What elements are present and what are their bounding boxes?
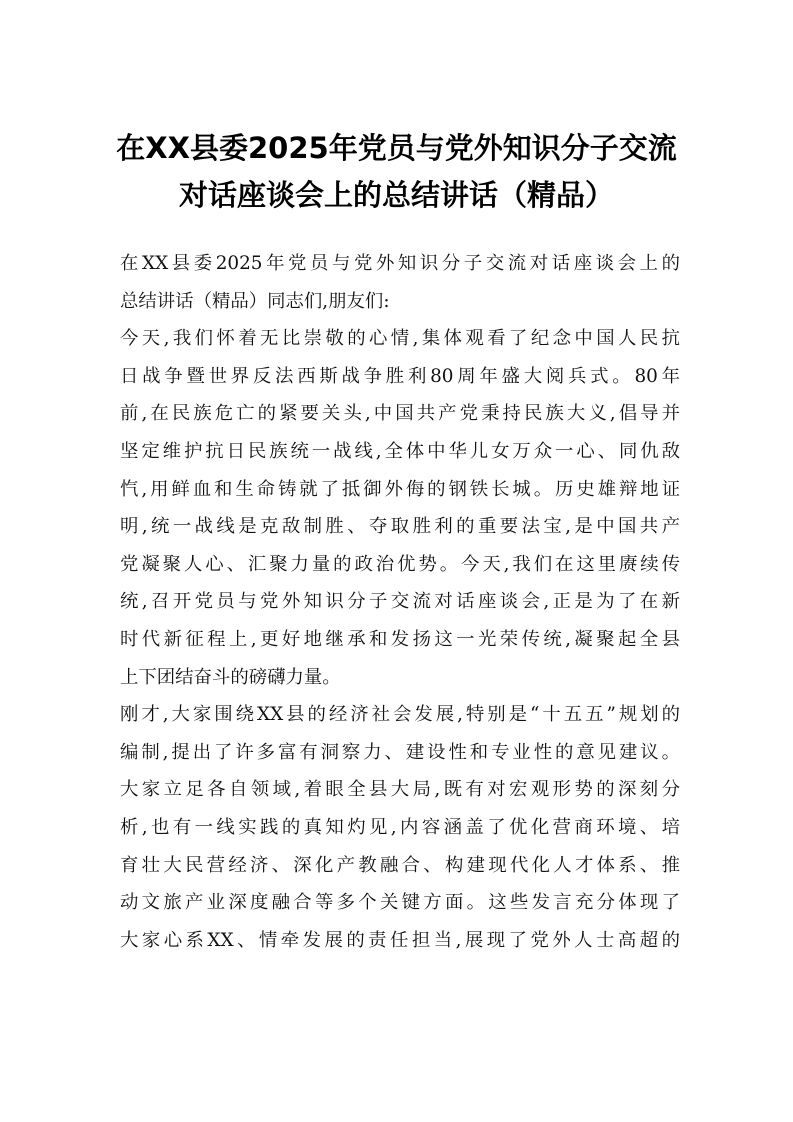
body-line: 编制,提出了许多富有洞察力、建设性和专业性的意见建议。: [120, 741, 680, 763]
body-line: 动文旅产业深度融合等多个关键方面。这些发言充分体现了: [120, 892, 680, 914]
body-line: 大家立足各自领域,着眼全县大局,既有对宏观形势的深刻分: [120, 779, 680, 801]
body-line: 在XX县委2025年党员与党外知识分子交流对话座谈会上的: [120, 253, 680, 274]
body-line: 总结讲话（精品）同志们,朋友们:: [120, 290, 390, 312]
body-line: 忾,用鲜血和生命铸就了抵御外侮的钢铁长城。历史雄辩地证: [120, 478, 680, 500]
document-body: [120, 245, 680, 959]
body-line: 日战争暨世界反法西斯战争胜利80周年盛大阅兵式。80年: [120, 365, 680, 387]
body-line: 坚定维护抗日民族统一战线,全体中华儿女万众一心、同仇敌: [120, 440, 680, 462]
body-line: 育壮大民营经济、深化产教融合、构建现代化人才体系、推: [120, 854, 680, 876]
body-line: 今天,我们怀着无比崇敬的心情,集体观看了纪念中国人民抗: [120, 328, 680, 350]
body-line: 统,召开党员与党外知识分子交流对话座谈会,正是为了在新: [120, 591, 680, 613]
document-title-line-2: 对话座谈会上的总结讲话（精品）: [178, 178, 614, 212]
document-title-line-1: 在XX县委2025年党员与党外知识分子交流: [116, 131, 677, 165]
body-line: 党凝聚人心、汇聚力量的政治优势。今天,我们在这里赓续传: [120, 553, 680, 575]
body-line: 析,也有一线实践的真知灼见,内容涵盖了优化营商环境、培: [120, 816, 680, 838]
body-line: 前,在民族危亡的紧要关头,中国共产党秉持民族大义,倡导并: [120, 403, 680, 425]
body-line: 大家心系XX、情牵发展的责任担当,展现了党外人士高超的: [120, 929, 680, 951]
body-line: 上下团结奋斗的磅礴力量。: [120, 666, 341, 688]
body-line: 明,统一战线是克敌制胜、夺取胜利的重要法宝,是中国共产: [120, 516, 680, 538]
body-line: 时代新征程上,更好地继承和发扬这一光荣传统,凝聚起全县: [120, 628, 680, 650]
body-line: 刚才,大家围绕XX县的经济社会发展,特别是“十五五”规划的: [120, 704, 680, 726]
